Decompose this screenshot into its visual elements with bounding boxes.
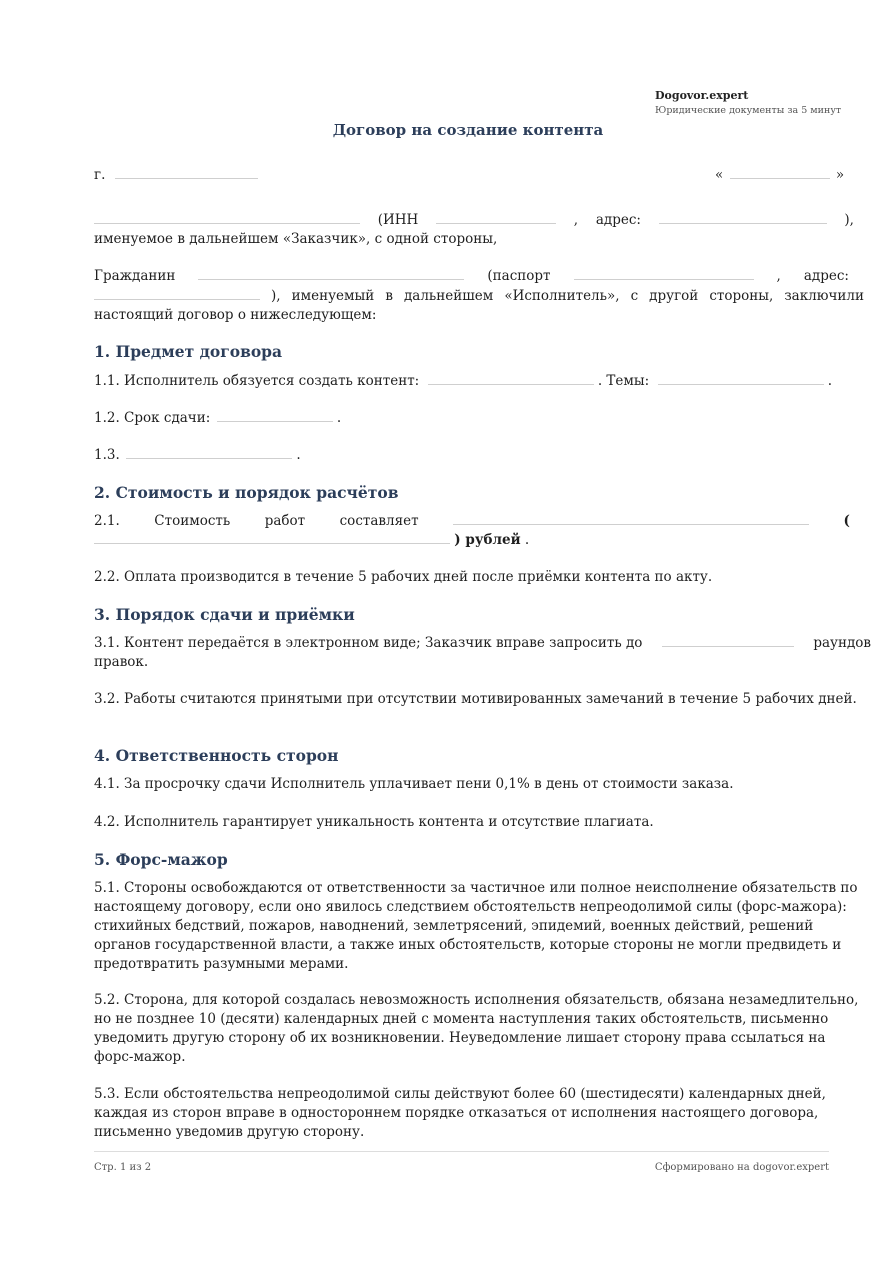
party2-word: ), (271, 288, 281, 304)
party1-close: ), (844, 212, 854, 228)
clause-1-1-topics: . Темы: (597, 373, 650, 389)
section-3-heading: 3. Порядок сдачи и приёмки (94, 605, 355, 624)
clause-1-2 (94, 409, 341, 428)
brand-name: Dogovor.expert (655, 89, 749, 102)
clause-1-3-blank[interactable] (126, 446, 292, 459)
section-2-heading: 2. Стоимость и порядок расчётов (94, 483, 399, 502)
clause-1-1-text: 1.1. Исполнитель обязуется создать контент: (94, 373, 420, 389)
party2-word: стороны, (709, 288, 774, 304)
party2-name-blank[interactable] (198, 267, 464, 280)
brand-block (655, 89, 841, 117)
party2-address-label: адрес: (803, 268, 849, 284)
party2-line1 (94, 267, 849, 286)
clause-2-1-word: работ (264, 513, 306, 529)
document-title: Договор на создание контента (332, 121, 604, 139)
section-4-heading: 4. Ответственность сторон (94, 746, 339, 765)
price-blank[interactable] (453, 512, 809, 525)
party1-inn-blank[interactable] (436, 211, 556, 224)
price-words-blank[interactable] (94, 531, 450, 544)
clause-2-1-line1 (94, 512, 850, 531)
clause-1-2-text: 1.2. Срок сдачи: (94, 410, 211, 426)
clause-1-3-end: . (296, 447, 301, 463)
party2-word: заключили (784, 288, 864, 304)
party2-passport-label: (паспорт (487, 268, 551, 284)
party2-word: другой (649, 288, 699, 304)
party2-line2 (94, 287, 864, 306)
clause-2-1-end: . (524, 532, 530, 548)
clause-3-1-line1 (94, 634, 871, 653)
party2-passport-blank[interactable] (574, 267, 754, 280)
content-blank[interactable] (428, 372, 594, 385)
clause-3-1-rounds: раундов (813, 635, 871, 651)
party2-line3: настоящий договор о нижеследующем: (94, 307, 377, 323)
clause-2-1-word: 2.1. (94, 513, 120, 529)
clause-1-2-end: . (336, 410, 342, 426)
party2-word: с (630, 288, 639, 304)
party2-word: именуемый (291, 288, 375, 304)
price-paren-open: ( (843, 513, 850, 529)
clause-1-1 (94, 372, 832, 391)
party1-comma: , (573, 212, 579, 228)
date-quote-close: » (835, 167, 845, 183)
date-line (715, 166, 844, 185)
party2-word: дальнейшем (403, 288, 494, 304)
clause-2-1-word: составляет (339, 513, 419, 529)
party2-word: в (385, 288, 393, 304)
clause-1-3-text: 1.3. (94, 447, 120, 463)
clause-5-3: 5.3. Если обстоятельства непреодолимой силы действуют более 60 (шестидесяти) календарных дней, каждая из сторон вправе в одностороннем порядке отказаться от исполнения настоящего договора, письменно уведомив другую сторону. (94, 1086, 826, 1140)
section-5-heading: 5. Форс-мажор (94, 850, 228, 869)
clause-4-1: 4.1. За просрочку сдачи Исполнитель уплачивает пени 0,1% в день от стоимости заказа. (94, 776, 734, 792)
footer-divider (94, 1151, 829, 1152)
party2-citizen-label: Гражданин (94, 268, 176, 284)
clause-5-1: 5.1. Стороны освобождаются от ответственности за частичное или полное неисполнение обязательств по настоящему договору, если оно явилось следствием обстоятельств непреодолимой силы (форс-мажора): стихийных бедствий, пожаров, наводнений, землетрясений, эпидемий, военных действий, решений органов государственной власти, а также иных обстоятельств, которые стороны не могли предвидеть и предотвратить разумными мерами. (94, 880, 858, 972)
page-number: Стр. 1 из 2 (94, 1162, 152, 1173)
price-rubles: ) рублей (454, 532, 521, 548)
brand-tagline: Юридические документы за 5 минут (655, 105, 842, 116)
party1-line1 (94, 211, 854, 230)
clause-4-2: 4.2. Исполнитель гарантирует уникальность контента и отсутствие плагиата. (94, 814, 654, 830)
party2-address-blank[interactable] (94, 287, 260, 300)
clause-2-1-line2 (94, 531, 529, 550)
city-prefix: г. (94, 167, 106, 183)
clause-3-1-line2: правок. (94, 654, 149, 670)
topics-blank[interactable] (658, 372, 824, 385)
clause-2-2: 2.2. Оплата производится в течение 5 рабочих дней после приёмки контента по акту. (94, 569, 713, 585)
city-line (94, 166, 258, 185)
party1-address-blank[interactable] (659, 211, 827, 224)
deadline-blank[interactable] (217, 409, 333, 422)
clause-5-2: 5.2. Сторона, для которой создалась невозможность исполнения обязательств, обязана незамедлительно, но не позднее 10 (десяти) календарных дней с момента наступления таких обстоятельств, письменно уведомить другую сторону об их возникновении. Неуведомление лишает сторону права ссылаться на форс-мажор. (94, 992, 859, 1065)
party1-name-blank[interactable] (94, 211, 360, 224)
clause-2-1-word: Стоимость (154, 513, 231, 529)
city-blank[interactable] (115, 166, 258, 179)
generated-note: Сформировано на dogovor.expert (654, 1162, 829, 1173)
revisions-blank[interactable] (662, 634, 794, 647)
clause-3-1-text: 3.1. Контент передаётся в электронном виде; Заказчик вправе запросить до (94, 635, 643, 651)
party1-line2: именуемое в дальнейшем «Заказчик», с одной стороны, (94, 231, 498, 247)
date-blank[interactable] (730, 166, 830, 179)
party2-word: «Исполнитель», (504, 288, 620, 304)
clause-1-1-end: . (827, 373, 833, 389)
party1-inn-label: (ИНН (377, 212, 419, 228)
clause-1-3 (94, 446, 301, 465)
date-quote-open: « (715, 167, 724, 183)
party1-address-label: адрес: (595, 212, 641, 228)
section-1-heading: 1. Предмет договора (94, 342, 283, 361)
party2-comma: , (776, 268, 781, 284)
clause-3-2: 3.2. Работы считаются принятыми при отсутствии мотивированных замечаний в течение 5 рабочих дней. (94, 691, 857, 707)
